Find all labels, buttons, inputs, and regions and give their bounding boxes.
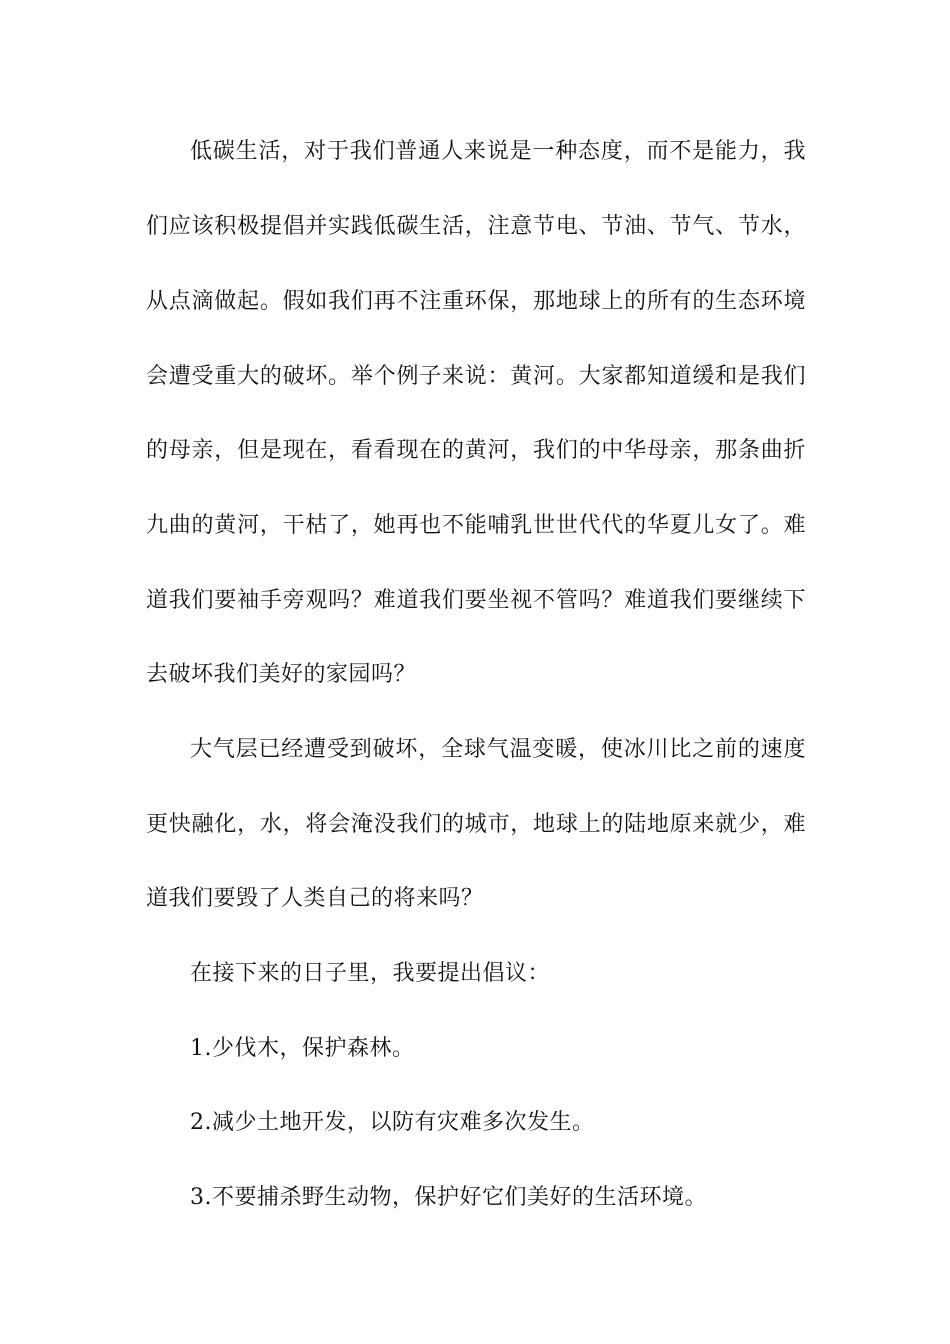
proposal-item-1: 1.少伐木，保护森林。: [190, 1036, 415, 1061]
proposal-item-3: 3.不要捕杀野生动物，保护好它们美好的生活环境。: [190, 1185, 707, 1210]
paragraph-2-line-3: 道我们要毁了人类自己的将来吗？: [146, 886, 484, 911]
paragraph-3-line-1: 在接下来的日子里，我要提出倡议：: [190, 961, 551, 986]
paragraph-2-line-1: 大气层已经遭受到破坏，全球气温变暖，使冰川比之前的速度: [190, 737, 806, 762]
proposal-item-2: 2.减少土地开发，以防有灾难多次发生。: [190, 1110, 595, 1135]
paragraph-1-line-7: 道我们要袖手旁观吗？难道我们要坐视不管吗？难道我们要继续下: [146, 588, 806, 613]
paragraph-1-line-5: 的母亲，但是现在，看看现在的黄河，我们的中华母亲，那条曲折: [146, 438, 806, 463]
paragraph-1-line-3: 从点滴做起。假如我们再不注重环保，那地球上的所有的生态环境: [146, 289, 806, 314]
paragraph-1-line-8: 去破坏我们美好的家园吗？: [146, 662, 417, 687]
paragraph-2-line-2: 更快融化，水，将会淹没我们的城市，地球上的陆地原来就少，难: [146, 812, 806, 837]
paragraph-1-line-1: 低碳生活，对于我们普通人来说是一种态度，而不是能力，我: [190, 139, 806, 164]
paragraph-1-line-2: 们应该积极提倡并实践低碳生活，注意节电、节油、节气、节水，: [146, 214, 806, 239]
paragraph-1-line-6: 九曲的黄河，干枯了，她再也不能哺乳世世代代的华夏儿女了。难: [146, 513, 806, 538]
paragraph-1-line-4: 会遭受重大的破坏。举个例子来说：黄河。大家都知道缓和是我们: [146, 364, 806, 389]
